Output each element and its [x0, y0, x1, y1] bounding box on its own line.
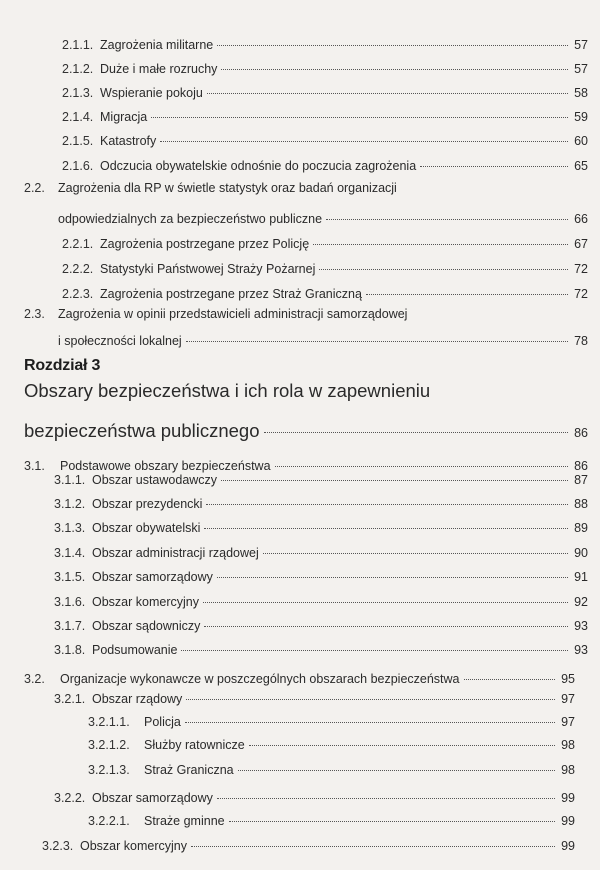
- toc-entry-number: 3.1.5.: [54, 570, 86, 584]
- dot-leader: [207, 93, 568, 94]
- toc-entry-title: odpowiedzialnych za bezpieczeństwo publiczne: [58, 212, 323, 226]
- toc-entry-title: Odczucia obywatelskie odnośnie do poczucia zagrożenia: [100, 159, 417, 173]
- toc-entry-number: 3.2.2.1.: [88, 814, 130, 828]
- toc-entry: [62, 37, 588, 53]
- toc-entry-title: Obszar prezydencki: [92, 497, 203, 511]
- toc-entry-title: Zagrożenia postrzegane przez Straż Graniczną: [100, 287, 362, 301]
- toc-entry-number: 2.2.1.: [62, 237, 94, 251]
- dot-leader: [191, 846, 555, 847]
- toc-entry-title: Obszar ustawodawczy: [92, 473, 218, 487]
- dot-leader: [217, 577, 568, 578]
- toc-entry-number: 3.2.1.: [54, 692, 86, 706]
- toc-entry-title: Obszar komercyjny: [80, 839, 187, 853]
- toc-entry: [24, 211, 588, 227]
- dot-leader: [203, 602, 568, 603]
- toc-entry: [24, 180, 588, 196]
- toc-entry-title: Organizacje wykonawcze w poszczególnych obszarach bezpieczeństwa: [60, 672, 460, 686]
- toc-entry: [62, 158, 588, 174]
- dot-leader: [326, 219, 568, 220]
- dot-leader: [319, 269, 568, 270]
- toc-entry-number: 2.1.5.: [62, 134, 94, 148]
- dot-leader: [186, 341, 568, 342]
- dot-leader: [217, 798, 555, 799]
- toc-entry-title: Straże gminne: [144, 814, 225, 828]
- toc-entry: [62, 133, 588, 149]
- toc-entry-page: 59: [574, 110, 588, 124]
- toc-entry-title: Zagrożenia postrzegane przez Policję: [100, 237, 310, 251]
- toc-entry: [54, 472, 588, 488]
- toc-entry: [24, 420, 588, 444]
- toc-entry-number: 3.1.7.: [54, 619, 86, 633]
- toc-entry-page: 78: [574, 334, 588, 348]
- dot-leader: [204, 528, 568, 529]
- toc-entry-title: Wspieranie pokoju: [100, 86, 203, 100]
- toc-entry-title: Duże i małe rozruchy: [100, 62, 218, 76]
- toc-entry-number: 2.2.2.: [62, 262, 94, 276]
- dot-leader: [160, 141, 568, 142]
- toc-entry-number: 2.1.1.: [62, 38, 94, 52]
- toc-entry: [54, 642, 588, 658]
- toc-entry-page: 91: [574, 570, 588, 584]
- toc-entry-number: 3.1.8.: [54, 643, 86, 657]
- dot-leader: [264, 432, 568, 433]
- toc-entry-title: Statystyki Państwowej Straży Pożarnej: [100, 262, 316, 276]
- dot-leader: [366, 294, 568, 295]
- dot-leader: [238, 770, 555, 771]
- toc-entry: [54, 594, 588, 610]
- dot-leader: [151, 117, 568, 118]
- toc-entry-title: Katastrofy: [100, 134, 157, 148]
- toc-entry-title: Zagrożenia militarne: [100, 38, 214, 52]
- toc-entry: [88, 813, 575, 829]
- toc-entry: [54, 790, 575, 806]
- toc-entry-page: 93: [574, 643, 588, 657]
- dot-leader: [420, 166, 568, 167]
- toc-entry-title: Obszar samorządowy: [92, 791, 213, 805]
- toc-entry-number: 3.1.2.: [54, 497, 86, 511]
- toc-entry-page: 89: [574, 521, 588, 535]
- toc-entry-number: 2.2.3.: [62, 287, 94, 301]
- toc-entry-title: Obszar obywatelski: [92, 521, 201, 535]
- toc-entry: [24, 380, 588, 402]
- toc-entry-page: 86: [574, 426, 588, 440]
- toc-entry: [62, 61, 588, 77]
- toc-entry: [54, 496, 588, 512]
- toc-entry-page: 66: [574, 212, 588, 226]
- toc-entry-page: 58: [574, 86, 588, 100]
- toc-entry-number: 2.1.2.: [62, 62, 94, 76]
- dot-leader: [221, 480, 568, 481]
- toc-entry-page: 67: [574, 237, 588, 251]
- toc-entry-title: Obszar administracji rządowej: [92, 546, 259, 560]
- dot-leader: [206, 504, 568, 505]
- dot-leader: [221, 69, 568, 70]
- toc-entry-number: 3.2.1.3.: [88, 763, 130, 777]
- toc-entry: [42, 838, 575, 854]
- toc-entry-page: 88: [574, 497, 588, 511]
- toc-entry-number: 2.1.6.: [62, 159, 94, 173]
- toc-entry: [62, 236, 588, 252]
- dot-leader: [275, 466, 568, 467]
- toc-entry-page: 57: [574, 62, 588, 76]
- toc-entry-number: 2.2.: [24, 181, 45, 195]
- toc-entry-number: 3.2.1.2.: [88, 738, 130, 752]
- toc-entry: [54, 618, 588, 634]
- toc-entry-number: 3.2.2.: [54, 791, 86, 805]
- toc-entry-title: Podsumowanie: [92, 643, 178, 657]
- dot-leader: [263, 553, 568, 554]
- toc-entry-title: Straż Graniczna: [144, 763, 234, 777]
- toc-entry-title: Zagrożenia w opinii przedstawicieli administracji samorządowej: [58, 307, 408, 321]
- toc-entry: [54, 569, 588, 585]
- toc-entry-number: 2.1.3.: [62, 86, 94, 100]
- toc-entry-title: Obszar rządowy: [92, 692, 183, 706]
- toc-entry-title: Służby ratownicze: [144, 738, 245, 752]
- chapter-heading: Rozdział 3: [24, 357, 101, 374]
- toc-entry-page: 97: [561, 692, 575, 706]
- toc-entry: [62, 85, 588, 101]
- toc-entry: [62, 261, 588, 277]
- dot-leader: [217, 45, 568, 46]
- toc-entry-page: 95: [561, 672, 575, 686]
- toc-entry-title: Podstawowe obszary bezpieczeństwa: [60, 459, 271, 473]
- toc-entry: [24, 671, 575, 687]
- toc-entry: [62, 286, 588, 302]
- toc-entry-page: 92: [574, 595, 588, 609]
- toc-entry-number: 3.1.3.: [54, 521, 86, 535]
- toc-entry: [88, 762, 575, 778]
- toc-entry-number: 3.2.3.: [42, 839, 74, 853]
- dot-leader: [186, 699, 555, 700]
- toc-entry-number: 3.2.: [24, 672, 45, 686]
- toc-entry: [88, 737, 575, 753]
- toc-entry-page: 99: [561, 814, 575, 828]
- dot-leader: [181, 650, 568, 651]
- toc-entry: [88, 714, 575, 730]
- toc-entry: [24, 333, 588, 349]
- toc-entry-page: 98: [561, 738, 575, 752]
- toc-entry-title: Obszar samorządowy: [92, 570, 213, 584]
- toc-entry-number: 2.3.: [24, 307, 45, 321]
- toc-entry-page: 86: [574, 459, 588, 473]
- toc-entry-page: 99: [561, 791, 575, 805]
- toc-entry-title: Migracja: [100, 110, 148, 124]
- toc-entry-title: bezpieczeństwa publicznego: [24, 420, 260, 441]
- toc-entry-number: 3.1.4.: [54, 546, 86, 560]
- toc-entry-title: Obszar sądowniczy: [92, 619, 201, 633]
- toc-entry-title: i społeczności lokalnej: [58, 334, 182, 348]
- toc-entry-number: 3.2.1.1.: [88, 715, 130, 729]
- dot-leader: [249, 745, 555, 746]
- toc-entry-title: Obszary bezpieczeństwa i ich rola w zapewnieniu: [24, 380, 431, 401]
- toc-entry-page: 65: [574, 159, 588, 173]
- toc-entry-number: 3.1.6.: [54, 595, 86, 609]
- toc-entry-page: 57: [574, 38, 588, 52]
- toc-entry-page: 72: [574, 287, 588, 301]
- dot-leader: [464, 679, 555, 680]
- toc-entry-page: 93: [574, 619, 588, 633]
- toc-entry-page: 72: [574, 262, 588, 276]
- toc-entry-title: Policja: [144, 715, 181, 729]
- toc-entry-page: 99: [561, 839, 575, 853]
- toc-entry: [54, 520, 588, 536]
- toc-entry-number: 3.1.1.: [54, 473, 86, 487]
- toc-entry-number: 3.1.: [24, 459, 45, 473]
- toc-entry: [54, 691, 575, 707]
- dot-leader: [229, 821, 555, 822]
- dot-leader: [185, 722, 555, 723]
- toc-entry-number: 2.1.4.: [62, 110, 94, 124]
- toc-entry-title: Zagrożenia dla RP w świetle statystyk oraz badań organizacji: [58, 181, 397, 195]
- dot-leader: [204, 626, 568, 627]
- toc-entry: [62, 109, 588, 125]
- toc-entry-page: 60: [574, 134, 588, 148]
- toc-entry: [54, 545, 588, 561]
- toc-entry-page: 97: [561, 715, 575, 729]
- toc-entry-page: 98: [561, 763, 575, 777]
- toc-entry-page: 90: [574, 546, 588, 560]
- toc-entry: [24, 306, 588, 322]
- dot-leader: [313, 244, 568, 245]
- toc-entry-title: Obszar komercyjny: [92, 595, 199, 609]
- toc-entry-page: 87: [574, 473, 588, 487]
